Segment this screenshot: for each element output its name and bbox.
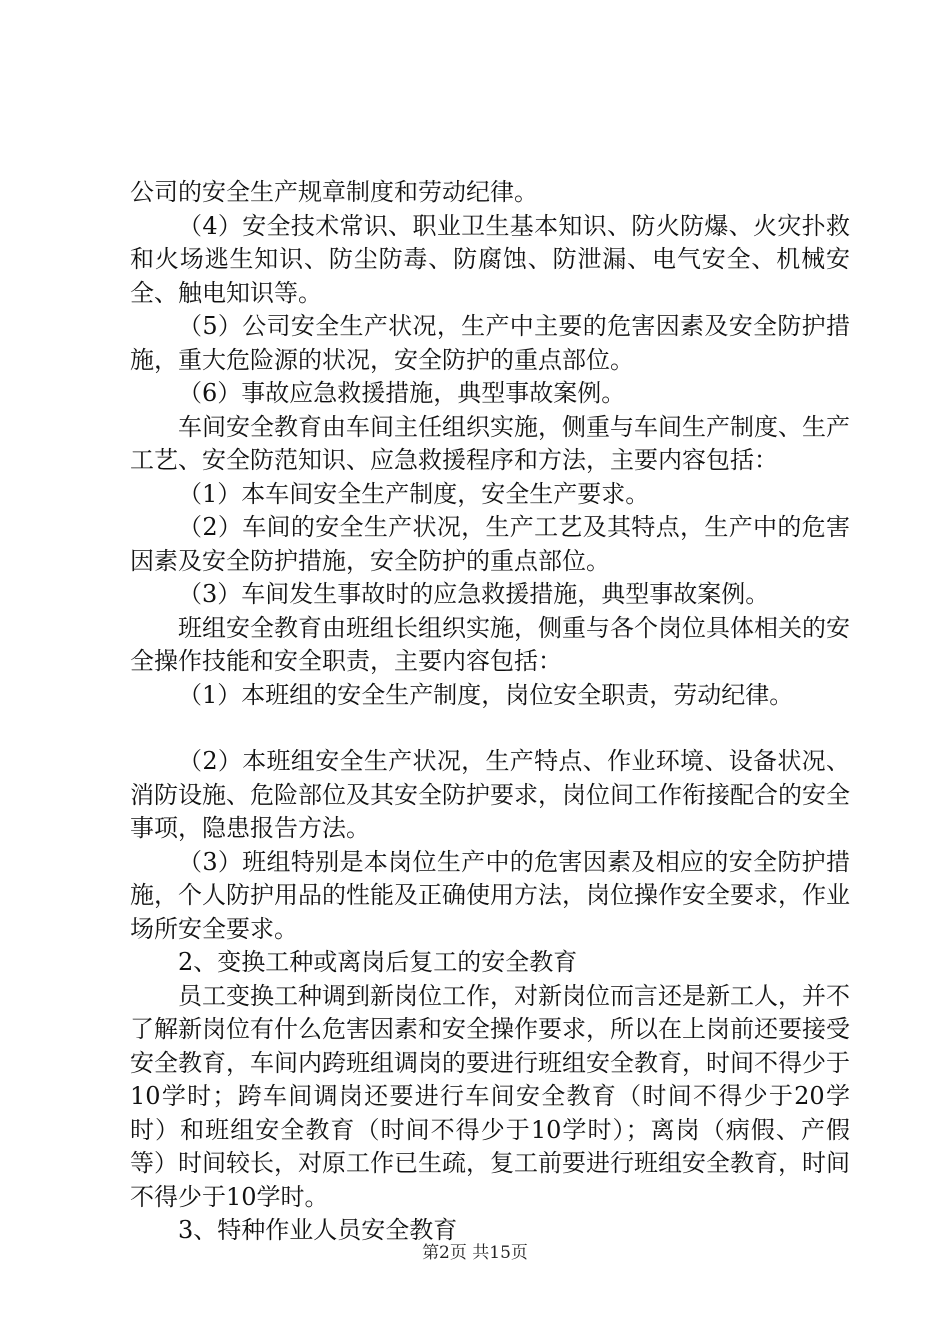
paragraph-workshop-item-2: （2）车间的安全生产状况，生产工艺及其特点，生产中的危害因素及安全防护措施，安全防护的重点部位。 (130, 513, 850, 575)
paragraph-item-4: （4）安全技术常识、职业卫生基本知识、防火防爆、火灾扑救和火场逃生知识、防尘防毒、防腐蚀、防泄漏、电气安全、机械安全、触电知识等。 (130, 211, 850, 307)
paragraph-team-item-3: （3）班组特别是本岗位生产中的危害因素及相应的安全防护措施，个人防护用品的性能及正确使用方法，岗位操作安全要求，作业场所安全要求。 (130, 847, 850, 943)
document-body (130, 176, 850, 1248)
section-heading-2: 2、变换工种或离岗后复工的安全教育 (178, 948, 578, 976)
paragraph-continuation: 公司的安全生产规章制度和劳动纪律。 (130, 178, 538, 206)
paragraph-team-intro: 班组安全教育由班组长组织实施，侧重与各个岗位具体相关的安全操作技能和安全职责，主要内容包括： (130, 613, 850, 675)
paragraph-team-item-1: （1）本班组的安全生产制度，岗位安全职责，劳动纪律。 (178, 680, 794, 709)
paragraph-transfer-education: 员工变换工种调到新岗位工作，对新岗位而言还是新工人，并不了解新岗位有什么危害因素和安全操作要求，所以在上岗前还要接受安全教育，车间内跨班组调岗的要进行班组安全教育，时间不得少于10学时；跨车间调岗还要进行车间安全教育（时间不得少于20学时）和班组安全教育（时间不得少于10学时）；离岗（病假、产假等）时间较长，对原工作已生疏，复工前要进行班组安全教育，时间不得少于10学时。 (130, 981, 850, 1211)
paragraph-item-6: （6）事故应急救援措施，典型事故案例。 (178, 379, 626, 407)
page-number-footer: 第2页 共15页 (422, 1243, 528, 1263)
paragraph-workshop-item-3: （3）车间发生事故时的应急救援措施，典型事故案例。 (178, 580, 770, 608)
paragraph-workshop-item-1: （1）本车间安全生产制度，安全生产要求。 (178, 479, 650, 508)
section-heading-3: 3、特种作业人员安全教育 (178, 1216, 458, 1244)
paragraph-team-item-2: （2）本班组安全生产状况，生产特点、作业环境、设备状况、消防设施、危险部位及其安全防护要求，岗位间工作衔接配合的安全事项，隐患报告方法。 (130, 747, 850, 842)
paragraph-item-5: （5）公司安全生产状况，生产中主要的危害因素及安全防护措施，重大危险源的状况，安全防护的重点部位。 (130, 312, 850, 374)
paragraph-workshop-intro: 车间安全教育由车间主任组织实施，侧重与车间生产制度、生产工艺、安全防范知识、应急救援程序和方法，主要内容包括： (130, 412, 850, 474)
blank-line (130, 712, 850, 745)
